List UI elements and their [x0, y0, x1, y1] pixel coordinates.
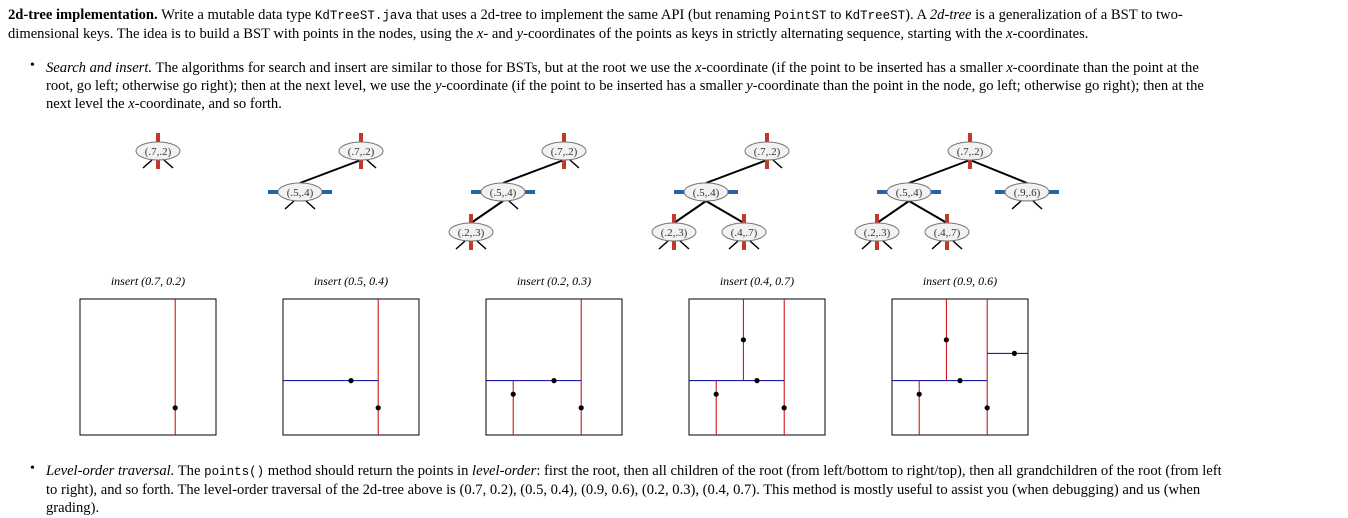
intro-text: that uses a 2d-tree to implement the same API (but renaming	[412, 7, 774, 23]
tree-node-label: (.4,.7)	[933, 227, 961, 239]
tree-node-label: (.7,.2)	[550, 146, 578, 158]
code-kdtreest: KdTreeST	[845, 9, 906, 23]
point-marker	[551, 378, 556, 383]
null-link	[456, 241, 465, 249]
null-link	[680, 241, 689, 249]
bullet1-text: -coordinate than the point in the node, go left; otherwise go right); then at the	[752, 78, 1204, 94]
point-marker	[348, 378, 353, 383]
bullet1-line-2	[46, 77, 1336, 95]
tree-node-label: (.2,.3)	[660, 227, 688, 239]
null-link	[750, 241, 759, 249]
point-marker	[917, 392, 922, 397]
null-link	[570, 160, 579, 168]
null-link	[285, 201, 294, 209]
null-link	[306, 201, 315, 209]
bullet1-text: -coordinate (if the point to be inserted has a smaller	[441, 78, 747, 94]
null-link	[1033, 201, 1042, 209]
var-x: x	[695, 60, 702, 76]
var-y: y	[746, 78, 753, 94]
tree-node-label: (.5,.4)	[286, 187, 314, 199]
bullet-marker: •	[30, 461, 35, 476]
intro-text: Write a mutable data type	[157, 7, 315, 23]
bullet1-text: -coordinate, and so forth.	[134, 96, 282, 112]
point-marker	[782, 405, 787, 410]
bullet-level-order	[46, 462, 1336, 517]
code-points-method: points()	[204, 465, 265, 479]
bullet1-text: -coordinate than the point at the	[1012, 60, 1199, 76]
bullet2-text: : first the root, then all children of the root (from left/bottom to right/top), then all grandchildren of the root (from left	[536, 463, 1222, 479]
var-x: x	[1006, 60, 1013, 76]
null-link	[509, 201, 518, 209]
intro-line-1	[8, 6, 1328, 25]
bullet1-text: root, go left; otherwise go right); then at the next level, we use the	[46, 78, 436, 94]
insert-caption: insert (0.4, 0.7)	[719, 274, 795, 288]
bullet1-title: Search and insert.	[46, 60, 153, 76]
intro-text: dimensional keys. The idea is to build a BST with points in the nodes, using the	[8, 26, 477, 42]
null-link	[367, 160, 376, 168]
tree-edge	[706, 160, 767, 183]
var-x: x	[1006, 26, 1013, 42]
point-marker	[376, 405, 381, 410]
point-marker	[944, 337, 949, 342]
code-kdtreest-java: KdTreeST.java	[314, 9, 413, 23]
term-2d-tree: 2d-tree	[929, 7, 972, 23]
tree-node-label: (.7,.2)	[753, 146, 781, 158]
unit-square	[892, 299, 1028, 435]
insert-caption: insert (0.5, 0.4)	[313, 274, 389, 288]
point-marker	[511, 392, 516, 397]
intro-text: is a generalization of a BST to two-	[971, 7, 1183, 23]
tree-node-label: (.5,.4)	[895, 187, 923, 199]
term-level-order: level-order	[472, 463, 537, 479]
intro-text: -coordinates of the points as keys in strictly alternating sequence, starting with the	[523, 26, 1007, 42]
tree-edge	[674, 201, 706, 223]
unit-square	[689, 299, 825, 435]
bullet2-text: method should return the points in	[264, 463, 473, 479]
null-link	[953, 241, 962, 249]
kdtree-insert-diagram	[0, 125, 1348, 465]
point-marker	[714, 392, 719, 397]
point-marker	[173, 405, 178, 410]
bullet-search-insert	[46, 59, 1336, 113]
bullet2-text: The	[174, 463, 205, 479]
point-marker	[985, 405, 990, 410]
tree-edge	[877, 201, 909, 223]
intro-line-2	[8, 25, 1328, 43]
tree-node-label: (.7,.2)	[956, 146, 984, 158]
bullet1-line-3	[46, 95, 1336, 113]
intro-paragraph	[8, 6, 1328, 43]
code-pointst: PointST	[773, 9, 827, 23]
point-marker	[741, 337, 746, 342]
tree-node-label: (.5,.4)	[489, 187, 517, 199]
null-link	[659, 241, 668, 249]
null-link	[773, 160, 782, 168]
intro-text: to	[826, 7, 846, 23]
tree-node-label: (.2,.3)	[863, 227, 891, 239]
null-link	[932, 241, 941, 249]
null-link	[1012, 201, 1021, 209]
unit-square	[486, 299, 622, 435]
var-y: y	[435, 78, 442, 94]
bullet1-text: The algorithms for search and insert are similar to those for BSTs, but at the root we use the	[152, 60, 696, 76]
tree-node-label: (.5,.4)	[692, 187, 720, 199]
tree-edge	[300, 160, 361, 183]
point-marker	[1012, 351, 1017, 356]
tree-edge	[970, 160, 1027, 183]
tree-edge	[471, 201, 503, 223]
null-link	[883, 241, 892, 249]
insert-caption: insert (0.7, 0.2)	[110, 274, 186, 288]
var-x: x	[476, 26, 484, 42]
intro-text: -coordinates.	[1012, 26, 1089, 42]
var-y: y	[516, 26, 524, 42]
intro-text: - and	[483, 26, 517, 42]
tree-edge	[503, 160, 564, 183]
tree-node-label: (.7,.2)	[144, 146, 172, 158]
null-link	[729, 241, 738, 249]
null-link	[477, 241, 486, 249]
intro-text: ). A	[905, 7, 930, 23]
null-link	[143, 160, 152, 168]
unit-square	[283, 299, 419, 435]
bullet2-line-1	[46, 462, 1336, 481]
null-link	[862, 241, 871, 249]
insert-caption: insert (0.9, 0.6)	[922, 274, 998, 288]
bullet-marker: •	[30, 58, 35, 73]
point-marker	[754, 378, 759, 383]
var-x: x	[128, 96, 135, 112]
bullet1-text: next level the	[46, 96, 129, 112]
bullet2-line-3: grading).	[46, 500, 100, 516]
insert-caption: insert (0.2, 0.3)	[516, 274, 592, 288]
bullet2-line-2: to right), and so forth. The level-order traversal of the 2d-tree above is (0.7, 0.2), (0.5, 0.4), (0.9, 0.6), (0.2, 0.3), (0.4, 0.7). This method is mostly useful to assist you (when debugging) and us (when	[46, 482, 1201, 498]
tree-node-label: (.4,.7)	[730, 227, 758, 239]
tree-node-label: (.7,.2)	[347, 146, 375, 158]
tree-edge	[706, 201, 744, 223]
point-marker	[957, 378, 962, 383]
point-marker	[579, 405, 584, 410]
unit-square	[80, 299, 216, 435]
bullet1-text: -coordinate (if the point to be inserted has a smaller	[701, 60, 1007, 76]
bullet1-line-1	[46, 59, 1336, 77]
null-link	[164, 160, 173, 168]
tree-edge	[909, 201, 947, 223]
bullet2-title: Level-order traversal.	[46, 463, 175, 479]
tree-node-label: (.2,.3)	[457, 227, 485, 239]
section-heading: 2d-tree implementation.	[8, 7, 158, 23]
tree-node-label: (.9,.6)	[1013, 187, 1041, 199]
tree-edge	[909, 160, 970, 183]
